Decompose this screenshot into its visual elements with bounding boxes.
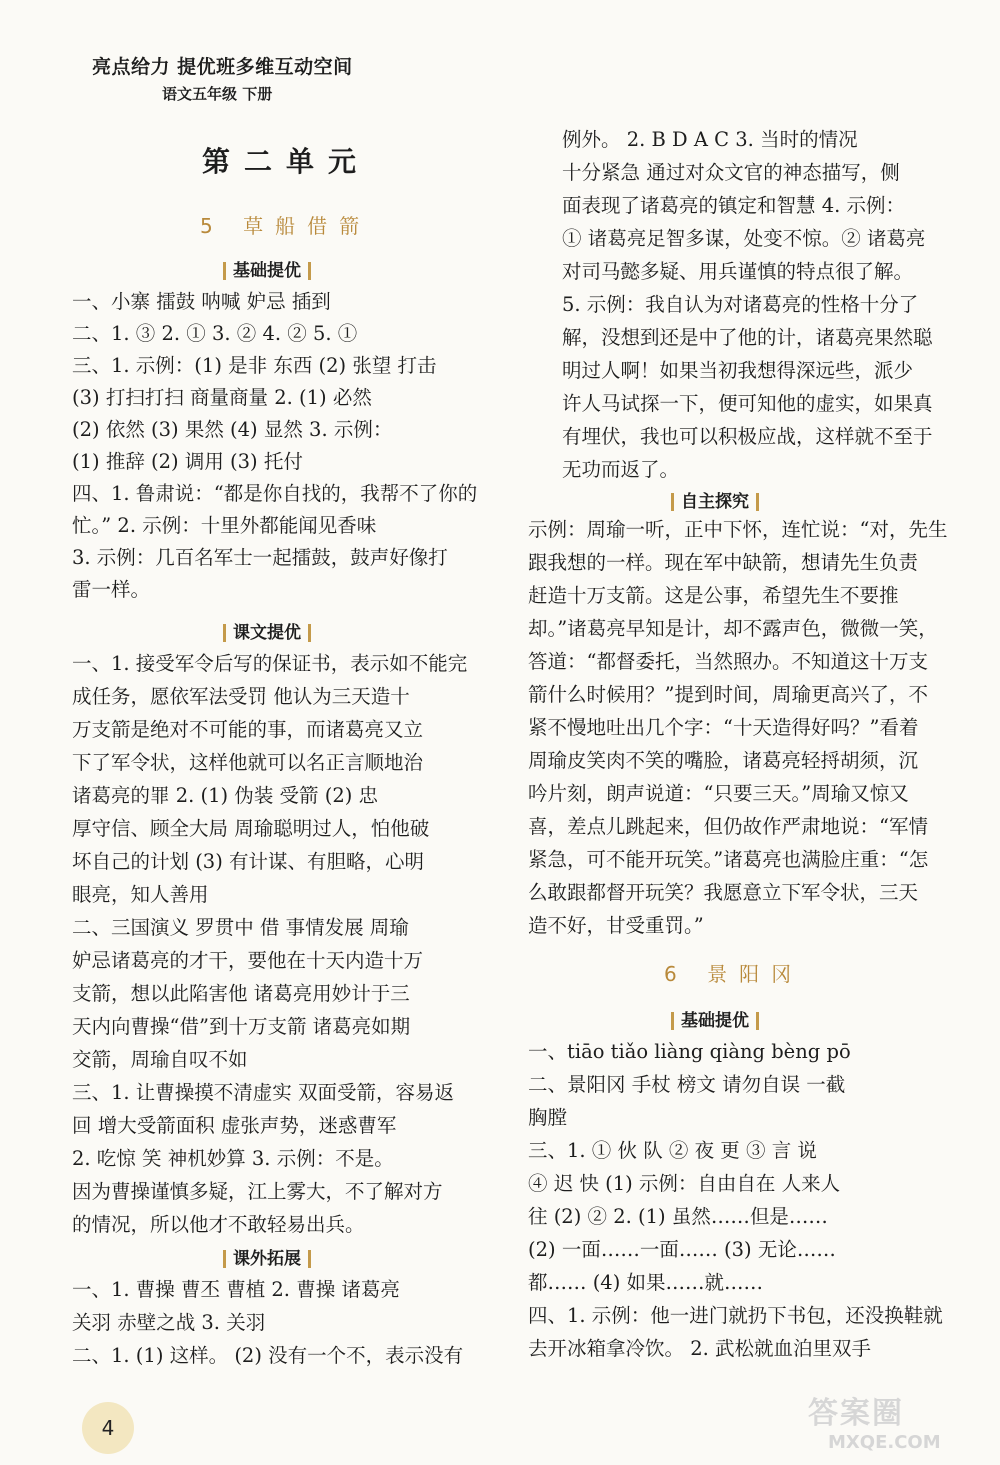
answer-line: 喜，差点儿跳起来，但仍故作严肃地说：“军情 (528, 815, 928, 838)
answer-line: 因为曹操谨慎多疑，江上雾大，不了解对方 (72, 1180, 443, 1203)
answer-line: 周瑜皮笑肉不笑的嘴脸，诸葛亮轻捋胡须，沉 (528, 749, 919, 772)
answer-line: 一、1. 曹操 曹丕 曹植 2. 曹操 诸葛亮 (72, 1278, 400, 1301)
section-explore: 自主探究 (664, 487, 766, 512)
answer-line: 5. 示例：我自认为对诸葛亮的性格十分了 (562, 293, 919, 316)
answer-line: 成任务，愿依军法受罚 他认为三天造十 (72, 685, 410, 708)
answer-line: 有埋伏，我也可以积极应战，这样就不至于 (562, 425, 933, 448)
answer-line: ① 诸葛亮足智多谋，处变不惊。② 诸葛亮 (562, 227, 926, 250)
answer-line: 二、三国演义 罗贯中 借 事情发展 周瑜 (72, 916, 409, 939)
section-basic-6: 基础提优 (664, 1006, 766, 1031)
watermark-text: 答案圈 (808, 1396, 904, 1431)
answer-line: (3) 打扫打扫 商量商量 2. (1) 必然 (72, 386, 372, 409)
answer-line: 雷一样。 (72, 578, 151, 601)
answer-line: 一、1. 接受军令后写的保证书，表示如不能完 (72, 652, 468, 675)
answer-line: 吟片刻，朗声说道：“只要三天。”周瑜又惊又 (528, 782, 909, 805)
answer-line: 一、小寨 擂鼓 呐喊 妒忌 插到 (72, 290, 331, 313)
answer-line: 面表现了诸葛亮的镇定和智慧 4. 示例： (562, 194, 906, 217)
answer-line: 二、景阳冈 手杖 榜文 请勿自误 一截 (528, 1073, 846, 1096)
lesson-6-title: 6 景阳冈 (664, 962, 804, 986)
answer-line: 箭什么时候用？”提到时间，周瑜更高兴了，不 (528, 683, 928, 706)
answer-line: 坏自己的计划 (3) 有计谋、有胆略，心明 (72, 850, 425, 873)
answer-line: 去开冰箱拿冷饮。 2. 武松就血泊里双手 (528, 1337, 872, 1360)
answer-line: 诸葛亮的罪 2. (1) 伪装 受箭 (2) 忠 (72, 784, 379, 807)
answer-line: 二、1. ③ 2. ① 3. ② 4. ② 5. ① (72, 322, 358, 345)
answer-line: 都…… (4) 如果……就…… (528, 1271, 764, 1294)
answer-line: 的情况，所以他才不敢轻易出兵。 (72, 1213, 365, 1236)
answer-line: 造不好，甘受重罚。” (528, 914, 704, 937)
section-basic: 基础提优 (216, 256, 318, 281)
answer-line: 解，没想到还是中了他的计，诸葛亮果然聪 (562, 326, 933, 349)
answer-line: 无功而返了。 (562, 458, 680, 481)
answer-line: 妒忌诸葛亮的才干，要他在十天内造十万 (72, 949, 424, 972)
answer-line: 交箭，周瑜自叹不如 (72, 1048, 248, 1071)
answer-line: 三、1. ① 伙 队 ② 夜 更 ③ 言 说 (528, 1139, 817, 1162)
book-subtitle: 语文五年级 下册 (162, 85, 273, 103)
answer-line: 2. 吃惊 笑 神机妙算 3. 示例：不是。 (72, 1147, 394, 1170)
page-number: 4 (82, 1402, 134, 1454)
answer-line: 却。”诸葛亮早知是计，却不露声色，微微一笑， (528, 617, 938, 640)
answer-line: 下了军令状，这样他就可以名正言顺地治 (72, 751, 424, 774)
answer-line: 3. 示例：几百名军士一起擂鼓，鼓声好像打 (72, 546, 448, 569)
watermark-logo (808, 1388, 978, 1458)
answer-line: 三、1. 示例：(1) 是非 东西 (2) 张望 打击 (72, 354, 437, 377)
unit-title: 第二单元 (202, 145, 371, 178)
book-title: 亮点给力 提优班多维互动空间 (92, 56, 353, 78)
answer-line: 四、1. 示例：他一进门就扔下书包，还没换鞋就 (528, 1304, 943, 1327)
lesson-5-title: 5 草船借箭 (200, 214, 372, 238)
answer-line: 许人马试探一下，便可知他的虚实，如果真 (562, 392, 933, 415)
answer-line: 赶造十万支箭。这是公事，希望先生不要推 (528, 584, 899, 607)
answer-line: 三、1. 让曹操摸不清虚实 双面受箭，容易返 (72, 1081, 455, 1104)
answer-line: (2) 依然 (3) 果然 (4) 显然 3. 示例： (72, 418, 393, 441)
answer-line: 四、1. 鲁肃说：“都是你自找的，我帮不了你的 (72, 482, 478, 505)
answer-line: (1) 推辞 (2) 调用 (3) 托付 (72, 450, 303, 473)
answer-line: 明过人啊！如果当初我想得深远些，派少 (562, 359, 914, 382)
answer-line: 关羽 赤壁之战 3. 关羽 (72, 1311, 266, 1334)
answer-line: (2) 一面……一面…… (3) 无论…… (528, 1238, 836, 1261)
answer-line: 紧不慢地吐出几个字：“十天造得好吗？”看着 (528, 716, 919, 739)
answer-line: 回 增大受箭面积 虚张声势，迷惑曹军 (72, 1114, 397, 1137)
answer-line: 例外。 2. B D A C 3. 当时的情况 (562, 128, 858, 151)
answer-line: 答道：“都督委托，当然照办。不知道这十万支 (528, 650, 928, 673)
answer-line: 十分紧急 通过对众文官的神态描写，侧 (562, 161, 900, 184)
page-header (92, 52, 353, 104)
answer-line: 厚守信、顾全大局 周瑜聪明过人，怕他破 (72, 817, 430, 840)
section-text: 课文提优 (216, 618, 318, 643)
answer-line: 二、1. (1) 这样。 (2) 没有一个不，表示没有 (72, 1344, 464, 1367)
answer-line: 示例：周瑜一听，正中下怀，连忙说：“对，先生 (528, 518, 948, 541)
answer-line: 胸膛 (528, 1106, 568, 1129)
answer-line: 跟我想的一样。现在军中缺箭，想请先生负责 (528, 551, 919, 574)
answer-line: 眼亮，知人善用 (72, 883, 209, 906)
watermark-url: MXQE.COM (828, 1432, 941, 1453)
answer-line: ④ 迟 快 (1) 示例：自由自在 人来人 (528, 1172, 841, 1195)
answer-line: 对司马懿多疑、用兵谨慎的特点很了解。 (562, 260, 914, 283)
answer-line: 么敢跟都督开玩笑？我愿意立下军令状，三天 (528, 881, 919, 904)
answer-line: 万支箭是绝对不可能的事，而诸葛亮又立 (72, 718, 424, 741)
section-extension: 课外拓展 (216, 1244, 318, 1269)
answer-line: 天内向曹操“借”到十万支箭 诸葛亮如期 (72, 1015, 411, 1038)
answer-line: 一、tiāo tiǎo liàng qiàng bèng pō (528, 1040, 851, 1063)
answer-line: 往 (2) ② 2. (1) 虽然……但是…… (528, 1205, 828, 1228)
answer-line: 忙。” 2. 示例：十里外都能闻见香味 (72, 514, 377, 537)
answer-line: 支箭，想以此陷害他 诸葛亮用妙计于三 (72, 982, 410, 1005)
answer-line: 紧急，可不能开玩笑。”诸葛亮也满脸庄重：“怎 (528, 848, 929, 871)
